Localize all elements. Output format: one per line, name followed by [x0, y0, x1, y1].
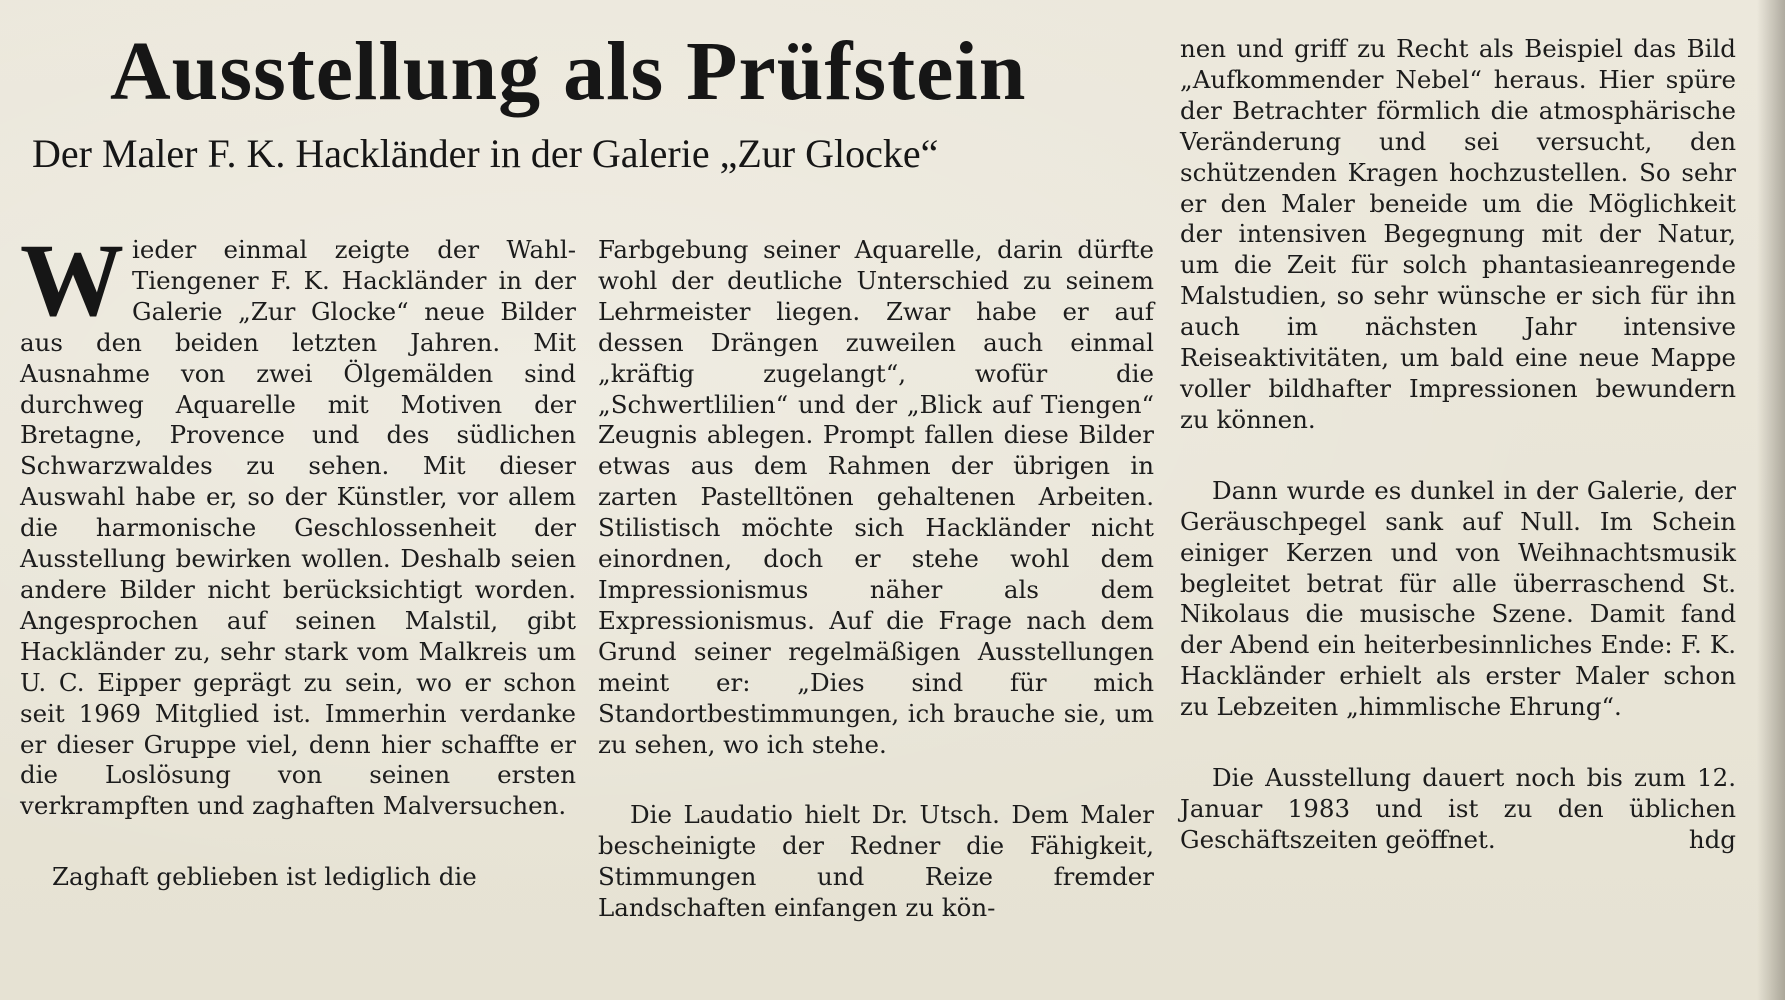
paragraph-3-start: Die Laudatio hielt Dr. Utsch. Dem Maler bescheinigte der Redner die Fähigkeit, Stimmungen und Reize fremder Landschaften einfangen zu kön- — [598, 800, 1154, 923]
paragraph-1 — [20, 223, 576, 822]
column-2 — [598, 235, 1154, 924]
author-signature: hdg — [1688, 824, 1736, 854]
drop-cap: W — [20, 223, 124, 338]
paragraph-2-start: Zaghaft geblieben ist lediglich die — [52, 862, 477, 892]
column-3 — [1180, 34, 1736, 856]
paragraph-1-text: ieder einmal zeigte der Wahl-Tiengener F. K. Hackländer in der Galerie „Zur Glocke“ neue Bilder aus den beiden letzten Jahren. Mit Ausnahme von zwei Ölgemälden sind durchweg Aquarelle mit Motiven der Bretagne, Provence und des südlichen Schwarzwaldes zu sehen. Mit dieser Auswahl habe er, so der Künstler, vor allem die harmonische Geschlossenheit der Ausstellung bewirken wollen. Deshalb seien andere Bilder nicht berücksichtigt worden. Angesprochen auf seinen Malstil, gibt Hackländer zu, sehr stark vom Malkreis um U. C. Eipper geprägt zu sein, wo er schon seit 1969 Mitglied ist. Immerhin verdanke er dieser Gruppe viel, denn hier schaffte er die Loslösung von seinen ersten verkrampften und zaghaften Malversuchen. — [20, 235, 576, 821]
paragraph-4: Dann wurde es dunkel in der Galerie, der Geräuschpegel sank auf Null. Im Schein einiger Kerzen und von Weihnachtsmusik begleitet betrat für alle überraschend St. Nikolaus die musische Szene. Damit fand der Abend ein heiterbesinnliches Ende: F. K. Hackländer erhielt als erster Maler schon zu Lebzeiten „himmlische Ehrung“. — [1180, 475, 1736, 722]
paragraph-5-text: Die Ausstellung dauert noch bis zum 12. Januar 1983 und ist zu den üblichen Geschäftszeiten geöffnet. — [1180, 763, 1736, 854]
subheadline: Der Maler F. K. Hackländer in der Galerie „Zur Glocke“ — [32, 131, 939, 176]
paragraph-3-continued: nen und griff zu Recht als Beispiel das Bild „Aufkommender Nebel“ heraus. Hier spüre der Betrachter förmlich die atmosphärische Veränderung und sei versucht, den schützenden Kragen hochzustellen. So sehr er den Maler beneide um die Möglichkeit der intensiven Begegnung mit der Natur, um die Zeit für solch phantasieanregende Malstudien, so sehr wünsche er sich für ihn auch im nächsten Jahr intensive Reiseaktivitäten, um bald eine neue Mappe voller bildhafter Impressionen bewundern zu können. — [1180, 34, 1736, 434]
paragraph-2-continued: Farbgebung seiner Aquarelle, darin dürfte wohl der deutliche Unterschied zu seinem Lehrmeister liegen. Zwar habe er auf dessen Drängen zuweilen auch einmal „kräftig zugelangt“, wofür die „Schwertlilien“ und der „Blick auf Tiengen“ Zeugnis ablegen. Prompt fallen diese Bilder etwas aus dem Rahmen der übrigen in zarten Pastelltönen gehaltenen Arbeiten. Stilistisch möchte sich Hackländer nicht einordnen, doch er stehe wohl dem Impressionismus näher als dem Expressionismus. Auf die Frage nach dem Grund seiner regelmäßigen Ausstellungen meint er: „Dies sind für mich Standortbestimmungen, ich brauche sie, um zu sehen, wo ich stehe. — [598, 235, 1154, 759]
headline: Ausstellung als Prüfstein — [110, 25, 1027, 118]
column-1 — [20, 223, 576, 893]
page-edge-shadow — [1757, 0, 1785, 1000]
paragraph-5 — [1180, 763, 1736, 856]
